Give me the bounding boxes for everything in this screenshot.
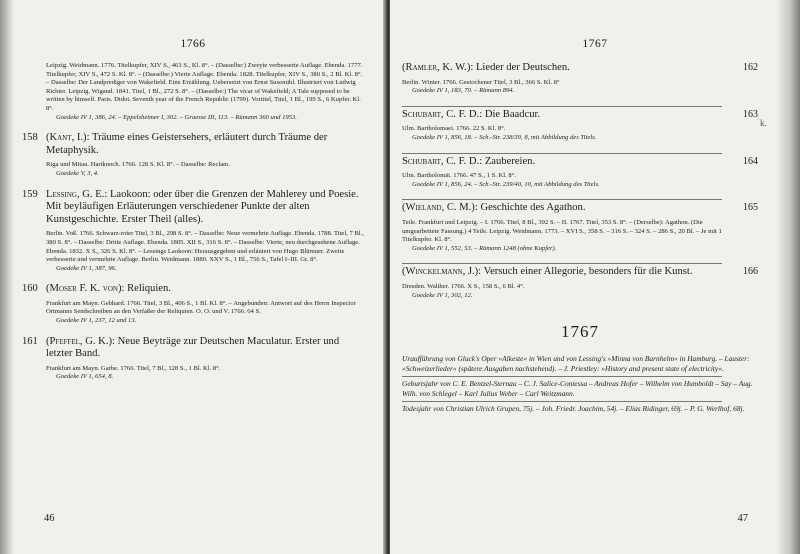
margin-annotation: k. (760, 118, 767, 128)
events-deaths: Todesjahr von Christian Ulrich Grupen, 75j. – Joh. Friedr. Joachim, 54j. – Elias Ridinger, 69j. – P. G. Werlhof, 68j. (402, 404, 745, 414)
entry-imprint: Frankfurt am Mayn. Gebhard. 1766. Titel, 3 Bl., 406 S., 1 Bl. Kl. 8°. – Angebunden: Antwort auf des Herrn Inspector Ortmanns Sendschreiben an den Verfaßer der Reliquien. O. O. und V. 1766. 64 S. (46, 299, 356, 316)
entry-166 (402, 266, 758, 300)
year-heading: 1767 (561, 322, 599, 342)
entry-author: Schubart, C. F. D.: (402, 155, 483, 167)
entry-reference: Goedeke IV 1, 387, 96. (56, 264, 117, 272)
entry-heading (46, 336, 364, 361)
entry-author: Lessing, G. E.: (46, 188, 108, 200)
entry-author: (Pfeffel, G. K.): (46, 335, 115, 347)
entry-reference: Goedeke IV 1, 183, 70. – Rümann 894. (412, 87, 515, 95)
entry-title: Reliquien. (127, 283, 171, 295)
entry-reference: Goedeke IV 1, 302, 12. (412, 291, 473, 299)
continued-imprint: Leipzig. Weidmann. 1776. Titelkupfer, XIV S., 463 S., Kl. 8°. – (Dasselbe:) Zweyte verbesserte Auflage. Ebenda. 1777. Titelkupfer, XIV S., 472 S. Kl. 8°. – (Dasselbe:) Vierte Auflage. Ebenda. 1828. Titelkupfer, XIV S., 380 S., 2 Bl. Kl. 8°. – Dasselbe: Der Landprediger von Wakefield. Eine Erzählung. Uebersetzt von Ernst Susemihl. Illustriert von Ludwig Richter. Leipzig. Wigand. 1841. Titel, 1 Bl., 272 S. 8°. – (Dasselbe:) The vicar of Wakefield; A Tale supposed to be written by himself. Paris. Didot. Seventh year of the French Republic (1799). Vortitel, Titel, 1 Bl., 199 S., 6 Kupfer. Kl. 8°. (46, 62, 363, 112)
entry-imprint: Dresden. Walther. 1766. X S., 158 S., 6 Bl. 4°. (402, 282, 525, 290)
right-column (402, 62, 758, 417)
entry-divider (402, 263, 722, 264)
continued-reference: Goedeke IV 1, 386, 24. – Eppelsheimer I, 302. – Graesse III, 113. – Rümann 360 und 1953. (56, 113, 297, 121)
entry-reference: Goedeke IV 1, 856, 24. – Sch.-Str. 239/40, 10, mit Abbildung des Titels. (412, 180, 600, 188)
entry-divider (402, 153, 722, 154)
entry-number: 163 (743, 108, 758, 120)
left-running-head: 1766 (180, 38, 206, 50)
entry-number: 160 (22, 283, 38, 295)
entry-heading (402, 156, 734, 169)
entry-imprint: Teile. Frankfurt und Leipzig. – I. 1766. Titel, 8 Bl., 392 S. – II. 1767. Titel, 353 S. 8°. – (Derselbe): Agathon. (Die umgearbeitete Fassung.) 4 Teile. Leipzig. Weidmann. 1773. – XVI S., 358 S. – 316 S. – 324 S. – 286 S., 20 Bl. – Je mit 1 Titelkupfer. Kl. 8°. (402, 218, 722, 244)
left-page (0, 0, 386, 554)
entry-imprint: Frankfurt am Mayn. Garbe. 1766. Titel, 7 Bl., 128 S., 1 Bl. Kl. 8°. (46, 364, 221, 372)
entry-author: (Wieland, C. M.): (402, 202, 478, 214)
year-events (402, 354, 758, 414)
entry-author: Schubart, C. F. D.: (402, 108, 483, 120)
entry-163 (402, 109, 758, 143)
entry-imprint: Ulm. Bartholomäi. 1766. 47 S., 1 S. Kl. 8°. (402, 172, 516, 180)
entry-160 (22, 283, 364, 325)
entry-heading (402, 62, 734, 75)
events-births: Geburtsjahr von C. E. Bentzel-Sternau – C. J. Salice-Contessa – Andreas Hofer – Wilhelm von Humboldt – Say – Aug. Wilh. von Schlegel – Karl Julius Weber – Carl Weitzmann. (402, 379, 753, 398)
entry-heading (402, 109, 734, 122)
entry-number: 158 (22, 132, 38, 144)
entry-author: (Kant, I.): (46, 132, 90, 144)
entry-imprint: Berlin. Winter. 1766. Gestochener Titel, 3 Bl., 366 S. Kl. 8° (402, 78, 560, 86)
entry-reference: Goedeke IV 1, 856, 18. – Sch.-Str. 238/39, 8, mit Abbildung des Titels. (412, 133, 597, 141)
events-divider (402, 376, 722, 377)
right-page-number: 47 (737, 513, 748, 524)
entry-heading (46, 283, 364, 296)
entry-author: (Moser F. K. von): (46, 283, 125, 295)
page-shadow-left (0, 0, 14, 554)
entry-title: Laokoon: oder über die Grenzen der Mahlerey und Poesie. Mit beyläufigen Erläuterungen verschiedener Punkte der alten Kunstgeschichte. Erster Theil (alles). (46, 188, 359, 225)
events-divider (402, 401, 722, 402)
entry-165 (402, 202, 758, 253)
entry-heading (402, 266, 734, 279)
entry-heading (46, 189, 364, 227)
entry-reference: Goedeke IV 1, 654, 8. (56, 373, 114, 381)
entry-162 (402, 62, 758, 96)
right-running-head: 1767 (582, 38, 608, 50)
entry-number: 165 (743, 202, 758, 214)
continued-entry (46, 62, 364, 122)
page-shadow-right (776, 0, 800, 554)
entry-heading (46, 132, 364, 157)
events-premieres: Uraufführung von Gluck's Oper »Alkeste« in Wien und von Lessing's »Minna von Barnhelm« in Hamburg. – Lauster: »Schweizerlieder« (spätere Ausgaben nachstehend). – J. Priestley: »History and present state of electricity«. (402, 354, 750, 373)
entry-reference: Goedeke IV 1, 552, 53. – Rümann 1248 (ohne Kupfer). (412, 244, 557, 252)
entry-title: Neue Beyträge zur Deutschen Maculatur. Erster und letzter Band. (46, 335, 340, 360)
entry-number: 166 (743, 266, 758, 278)
entry-title: Lieder der Deutschen. (475, 62, 570, 73)
entry-number: 164 (743, 155, 758, 167)
entry-divider (402, 106, 722, 107)
entry-title: Zaubereien. (484, 155, 536, 167)
entry-imprint: Ulm. Bartholomaei. 1766. 22 S. Kl. 8°. (402, 125, 506, 133)
entry-reference: Goedeke IV 1, 237, 12 und 13. (56, 317, 137, 325)
entry-164 (402, 156, 758, 190)
entry-158 (22, 132, 364, 178)
entry-author: (Winckelmann, J.): (402, 266, 482, 278)
entry-title: Träume eines Geistersehers, erläutert durch Träume der Metaphysik. (46, 132, 328, 156)
entry-number: 162 (743, 62, 758, 73)
entry-divider (402, 199, 722, 200)
entry-161 (22, 336, 364, 382)
entry-number: 159 (22, 188, 38, 200)
right-page (390, 0, 800, 554)
entry-number: 161 (22, 335, 38, 347)
entry-imprint: Riga und Mitau. Hartknoch. 1766. 128 S. Kl. 8°. – Dasselbe: Reclam. (46, 161, 230, 169)
entry-imprint: Berlin. Voß. 1766. Schwarz-roter Titel, 3 Bl., 298 S. 8°. – Dasselbe: Neue vermehrte Auflage. Ebenda. 1788. Titel, 7 Bl., 380 S. 8°. – Dasselbe: Dritte Auflage. Ebenda. 1805. XII S., 316 S. 8°. – Dasselbe: Vierte, neu durchgesehene Auflage. Ebenda. 1832. X S., 326 S. Kl. 8°. – Lessings Laokoon: Herausgegeben und erläutert von Hugo Blümner. Zweite verbesserte und vermehrte Auflage. Berlin. Weidmann. 1880. XXV S., 1 Bl., 756 S., Tafel I–III. Gr. 8°. (46, 230, 364, 264)
entry-159 (22, 189, 364, 274)
entry-title: Versuch einer Allegorie, besonders für die Kunst. (483, 266, 693, 278)
entry-title: Geschichte des Agathon. (480, 202, 586, 214)
entry-heading (402, 202, 734, 215)
entry-author: (Ramler, K. W.): (402, 62, 474, 73)
left-column (22, 62, 364, 392)
entry-title: Die Baadcur. (484, 108, 541, 120)
entry-reference: Goedeke V, 3, 4. (56, 169, 99, 177)
left-page-number: 46 (44, 513, 55, 524)
